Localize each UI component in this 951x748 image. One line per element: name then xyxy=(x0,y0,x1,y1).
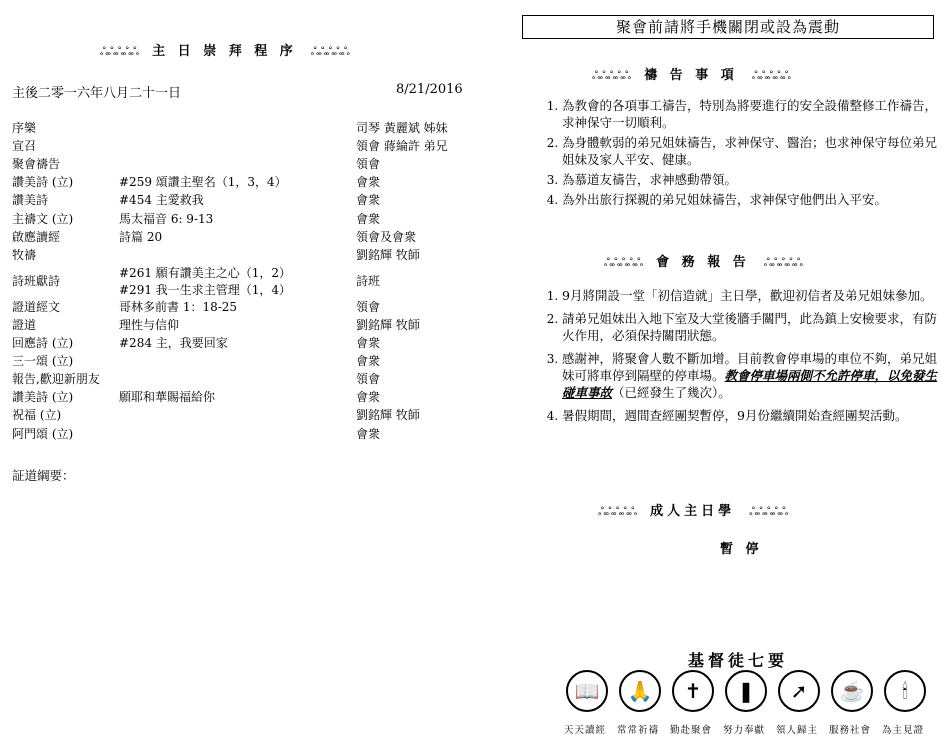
schedule-detail: #284 主，我要回家 xyxy=(119,336,228,350)
schedule-leader: 司琴 黃麗斌 姊妹 xyxy=(356,121,448,135)
schedule-leader: 劉銘輝 牧師 xyxy=(356,408,420,423)
schedule-detail xyxy=(119,265,291,299)
worship-order-heading xyxy=(100,40,349,60)
schedule-item: 詩班獻詩 xyxy=(12,273,61,288)
schedule-item: 聚會禱告 xyxy=(12,157,61,172)
date-chinese: 主後二零一六年八月二十一日 xyxy=(12,86,182,101)
schedule-item: 序樂 xyxy=(12,121,37,135)
prayer-item: 4. 為外出旅行探親的弟兄姐妹禱告，求神保守他們出入平安。 xyxy=(562,191,940,208)
seven-essentials-title: 基督徒七要 xyxy=(688,651,789,670)
announcement-text: 感謝神，將聚會人數不斷加增。目前教會停車場的車位不夠，弟兄姐妹可將車停到隔壁的停車場。 xyxy=(562,351,938,383)
schedule-detail: #259 頌讚主聖名（1，3，4） xyxy=(119,175,287,190)
schedule-leader: 詩班 xyxy=(356,273,381,288)
bible-reading-icon: 📖 xyxy=(566,670,608,712)
prayer-item: 3. 為慕道友禱告，求神感動帶領。 xyxy=(562,171,940,188)
schedule-item: 讚美詩 (立) xyxy=(12,390,74,405)
logo-label: 為主見證 xyxy=(882,725,925,736)
schedule-item: 讚美詩 xyxy=(12,193,49,208)
schedule-item: 阿門頌 (立) xyxy=(12,426,74,441)
schedule-item: 宣召 xyxy=(12,139,37,154)
phone-notice: 聚會前請將手機關閉或設為震動 xyxy=(522,15,934,39)
schedule-item: 三一頌 (立) xyxy=(12,354,74,369)
schedule-leader: 會衆 xyxy=(356,354,381,369)
schedule-leader: 劉銘輝 牧師 xyxy=(356,317,420,332)
prayer-title: 禱 告 事 項 xyxy=(644,68,738,83)
schedule-item: 報告,歡迎新朋友 xyxy=(12,372,100,387)
offering-icon: ❚ xyxy=(725,670,767,712)
logo-label: 領人歸主 xyxy=(776,725,819,736)
schedule-detail-line: #261 願有讚美主之心（1，2） xyxy=(119,265,292,280)
adult-school-title: 成人主日學 xyxy=(650,504,736,519)
logo-label: 常常祈禱 xyxy=(617,725,660,736)
schedule-detail: #454 主愛救我 xyxy=(119,193,204,208)
date-numeric: 8/21/2016 xyxy=(396,82,463,97)
schedule-detail: 哥林多前書 1：18-25 xyxy=(119,299,238,314)
schedule-leader: 會衆 xyxy=(356,211,381,226)
announcement-text: 暑假期間，週間查經團契暫停，9月份繼續開始查經團契活動。 xyxy=(562,408,908,423)
witness-candle-icon: 🕯 xyxy=(884,670,926,712)
schedule-leader: 會衆 xyxy=(356,336,381,350)
kneeling-prayer-icon: 🙏 xyxy=(619,670,661,712)
announcement-item xyxy=(562,310,940,344)
schedule-leader: 會衆 xyxy=(356,390,381,405)
adult-school-status: 暫 停 xyxy=(720,542,763,557)
schedule-item: 證道經文 xyxy=(12,299,61,314)
logo-label: 服務社會 xyxy=(829,725,872,736)
prayer-heading xyxy=(592,64,790,84)
schedule-detail: 願耶和華賜福給你 xyxy=(119,390,216,405)
schedule-leader: 領會 xyxy=(356,299,381,314)
logo-label: 努力奉獻 xyxy=(723,725,766,736)
prayer-list xyxy=(524,97,940,211)
schedule-item: 祝福 (立) xyxy=(12,408,62,423)
announcement-item xyxy=(562,287,940,304)
schedule-leader: 領會 xyxy=(356,372,381,387)
announcement-text: 9月將開設一堂「初信造就」主日學，歡迎初信者及弟兄姐妹參加。 xyxy=(562,288,933,303)
gathering-cross-icon: ✝ xyxy=(672,670,714,712)
serving-icon: ☕ xyxy=(831,670,873,712)
logo-label: 勤赴聚會 xyxy=(670,725,713,736)
ornament-left: ஃஃஃஃஃ xyxy=(592,69,631,82)
schedule-leader: 劉銘輝 牧師 xyxy=(356,247,420,262)
schedule-detail: 馬太福音 6: 9-13 xyxy=(119,211,214,226)
announcement-item xyxy=(562,407,940,424)
ornament-left: ஃஃஃஃஃ xyxy=(100,45,139,58)
announcements-heading xyxy=(604,251,802,271)
schedule-detail-line: #291 我一生求主管理（1，4） xyxy=(119,282,292,297)
schedule-item: 主禱文 (立) xyxy=(12,211,74,226)
ornament-right: ஃஃஃஃஃ xyxy=(310,45,349,58)
ornament-left: ஃஃஃஃஃ xyxy=(598,505,637,518)
prayer-item: 1. 為教會的各項事工禱告，特別為將要進行的安全設備整修工作禱告，求神保守一切順利。 xyxy=(562,97,940,131)
schedule-item: 啟應讀經 xyxy=(12,229,61,244)
schedule-item: 讚美詩 (立) xyxy=(12,175,74,190)
announcement-item xyxy=(562,350,940,401)
announcements-title: 會 務 報 告 xyxy=(656,255,750,270)
worship-order-title: 主 日 崇 拜 程 序 xyxy=(152,44,297,59)
announcements-list xyxy=(524,287,940,430)
ornament-right: ஃஃஃஃஃ xyxy=(751,69,790,82)
leading-people-icon: ➚ xyxy=(778,670,820,712)
announcement-emphasis: 教會停車場兩側不允許停車，以免發生碰車事故 xyxy=(562,368,938,400)
schedule-leader: 會衆 xyxy=(356,193,381,208)
schedule-leader: 領會 蔣綸許 弟兄 xyxy=(356,139,448,154)
announcement-tail: （已經發生了幾次）。 xyxy=(612,385,731,400)
ornament-right: ஃஃஃஃஃ xyxy=(763,256,802,269)
adult-school-heading xyxy=(598,500,787,520)
ornament-left: ஃஃஃஃஃ xyxy=(604,256,643,269)
schedule-item: 牧禱 xyxy=(12,247,37,262)
schedule-leader: 會衆 xyxy=(356,426,381,441)
schedule-item: 回應詩 (立) xyxy=(12,336,74,350)
sermon-outline-label: 証道綱要： xyxy=(12,468,75,483)
ornament-right: ஃஃஃஃஃ xyxy=(749,505,788,518)
schedule-leader: 會衆 xyxy=(356,175,381,190)
schedule-detail: 詩篇 20 xyxy=(119,229,163,244)
schedule-leader: 領會 xyxy=(356,157,381,172)
announcement-text: 請弟兄姐妹出入地下室及大堂後牆手關門，此為鎮上安檢要求，有防火作用，必須保持關閉狀態。 xyxy=(562,311,938,343)
prayer-item: 2. 為身體軟弱的弟兄姐妹禱告，求神保守、醫治；也求神保守每位弟兄姐妹及家人平安、健康。 xyxy=(562,134,940,168)
schedule-item: 證道 xyxy=(12,317,37,332)
schedule-leader: 領會及會衆 xyxy=(356,229,417,244)
logo-label: 天天讀經 xyxy=(564,725,607,736)
schedule-detail: 理性与信仰 xyxy=(119,317,180,332)
